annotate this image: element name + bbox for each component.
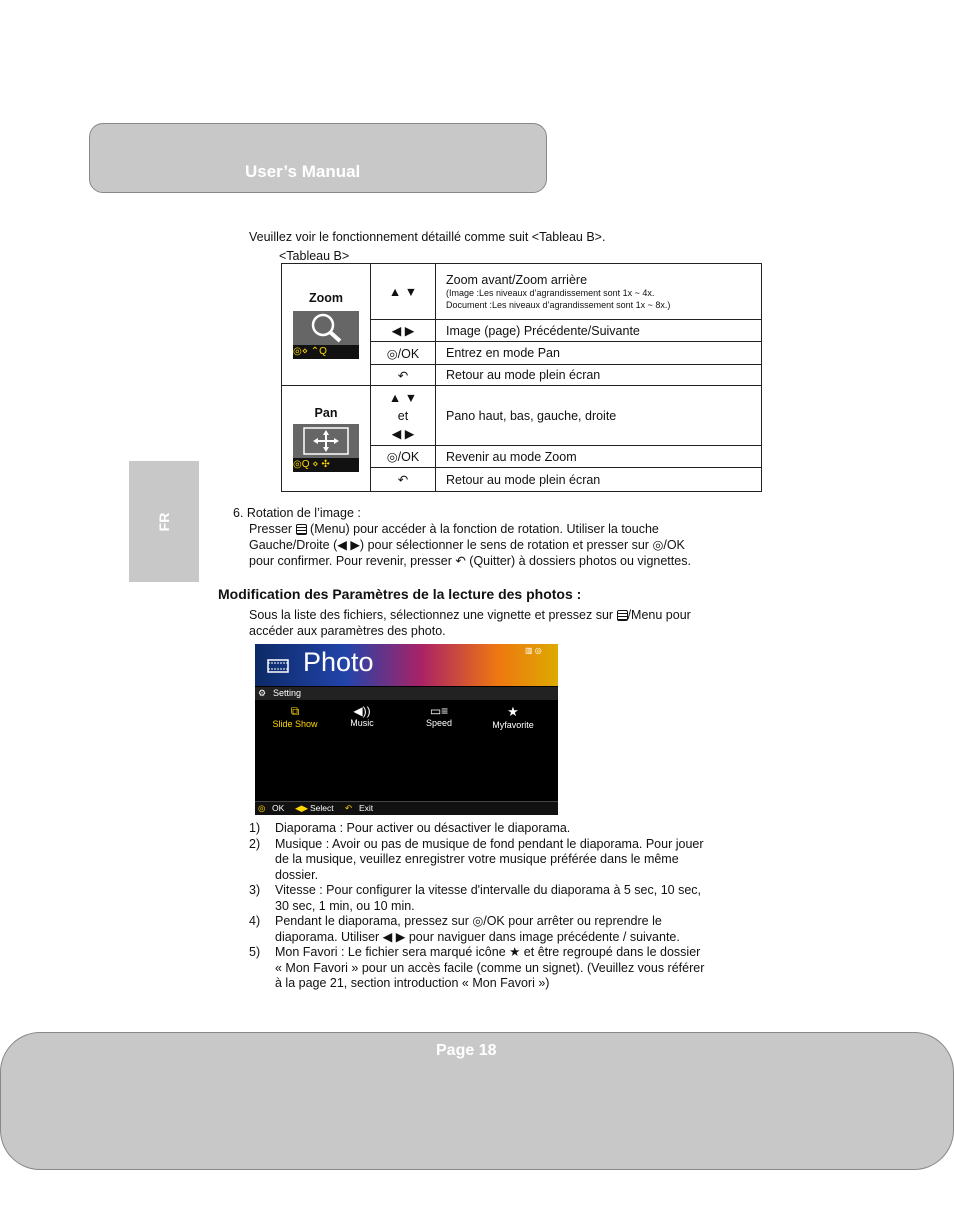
- header-tab: [89, 123, 547, 193]
- key-cell: ◀ ▶: [371, 320, 436, 342]
- key-cell: ◎/OK: [371, 342, 436, 365]
- key-cell: ↶: [371, 468, 436, 492]
- ok-label: OK: [272, 803, 285, 813]
- section-line-1: Sous la liste des fichiers, sélectionnez une vignette et pressez sur /Menu pour: [249, 608, 691, 622]
- list-item: [249, 821, 704, 837]
- speaker-icon: ◀)): [353, 704, 371, 718]
- table-b: [281, 263, 762, 492]
- desc-cell: Pano haut, bas, gauche, droite: [436, 386, 762, 446]
- pan-label: Pan: [314, 405, 338, 420]
- menu-music[interactable]: ◀)) Music: [327, 704, 397, 728]
- ok-icon: ◎: [258, 803, 266, 813]
- key-cell: ▲ ▼: [371, 264, 436, 320]
- list-item-line: 30 sec, 1 min, ou 10 min.: [275, 898, 415, 913]
- list-item-number: 5): [249, 945, 261, 959]
- section-heading: Modification des Paramètres de la lecture des photos :: [218, 586, 582, 602]
- feature-list: [249, 821, 704, 992]
- rotation-line-2: Gauche/Droite (◀ ▶) pour sélectionner le sens de rotation et presser sur ◎/OK: [249, 538, 685, 552]
- footer-bar: [0, 1032, 954, 1170]
- screen-title: Photo: [303, 647, 374, 677]
- rotation-line-3: pour confirmer. Pour revenir, presser ↶ (Quitter) à dossiers photos ou vignettes.: [249, 554, 691, 568]
- list-item-number: 3): [249, 883, 261, 897]
- list-item-line: Musique : Avoir ou pas de musique de fond pendant le diaporama. Pour jouer: [275, 836, 704, 851]
- list-item: [249, 883, 704, 914]
- battery-icon: ▥ ◎: [525, 646, 542, 655]
- menu-slide-show[interactable]: ⧉ Slide Show: [260, 704, 330, 729]
- menu-icon: [296, 524, 307, 535]
- setting-bar: [255, 687, 558, 700]
- setting-label: Setting: [273, 688, 302, 698]
- desc-cell: Revenir au mode Zoom: [436, 446, 762, 468]
- gear-icon: ⚙: [258, 688, 267, 698]
- list-item: [249, 945, 704, 992]
- list-item-line: diaporama. Utiliser ◀ ▶ pour naviguer dans image précédente / suivante.: [275, 929, 680, 944]
- star-icon: ★: [507, 704, 519, 719]
- film-icon: [267, 659, 289, 673]
- select-label: Select: [310, 803, 334, 813]
- list-item-line: dossier.: [275, 867, 319, 882]
- list-item: [249, 837, 704, 884]
- screen-footer: [255, 801, 558, 815]
- list-item-number: 4): [249, 914, 261, 928]
- intro-text: Veuillez voir le fonctionnement détaillé comme suit <Tableau B>.: [249, 230, 606, 244]
- list-item-line: Mon Favori : Le fichier sera marqué icône ★ et être regroupé dans le dossier: [275, 945, 701, 959]
- desc-cell: Entrez en mode Pan: [436, 342, 762, 365]
- key-cell: ▲ ▼ et ◀ ▶: [371, 386, 436, 446]
- pan-cell: [282, 386, 371, 492]
- zoom-icon: [293, 311, 359, 345]
- screen-header: [255, 644, 558, 686]
- zoom-hint-bar: ◎⋄ ⌃Q: [293, 345, 359, 359]
- exit-label: Exit: [359, 803, 374, 813]
- list-item: [249, 914, 704, 945]
- desc-cell: Retour au mode plein écran: [436, 365, 762, 386]
- list-item-line: « Mon Favori » pour un accès facile (comme un signet). (Veuillez vous référer: [275, 960, 705, 975]
- rotation-line-1: Presser (Menu) pour accéder à la fonction de rotation. Utiliser la touche: [249, 522, 659, 536]
- desc-cell: Zoom avant/Zoom arrière (Image :Les niveaux d’agrandissement sont 1x ~ 4x. Document :Les niveaux d’agrandissement sont 1x ~ 8x.): [436, 264, 762, 320]
- zoom-label: Zoom: [308, 290, 344, 305]
- photo-settings-screenshot: [255, 644, 558, 815]
- rotation-title: 6. Rotation de l’image :: [233, 506, 361, 520]
- table-caption: <Tableau B>: [279, 249, 350, 263]
- list-item-number: 2): [249, 836, 261, 851]
- manual-title: User’s Manual: [245, 162, 361, 181]
- menu-speed[interactable]: ▭≡ Speed: [404, 704, 474, 728]
- zoom-cell: [282, 264, 371, 386]
- pan-icon: [293, 424, 359, 458]
- section-line-2: accéder aux paramètres des photo.: [249, 624, 446, 638]
- menu-myfavorite[interactable]: ★ Myfavorite: [478, 704, 548, 730]
- menu-icon: [617, 610, 628, 621]
- key-cell: ↶: [371, 365, 436, 386]
- list-item-line: Vitesse : Pour configurer la vitesse d'intervalle du diaporama à 5 sec, 10 sec,: [275, 883, 701, 897]
- language-label: FR: [156, 512, 172, 531]
- page-number: Page 18: [436, 1042, 497, 1059]
- key-cell: ◎/OK: [371, 446, 436, 468]
- language-tab: [129, 461, 199, 582]
- list-item-line: de la musique, veuillez enregistrer votre musique préférée dans le même: [275, 852, 679, 866]
- select-arrows-icon: ◀▶: [295, 803, 309, 813]
- pan-hint-bar: ◎Q ⋄ ✣: [293, 458, 359, 472]
- speed-icon: ▭≡: [429, 704, 449, 718]
- desc-cell: Retour au mode plein écran: [436, 468, 762, 492]
- list-item-line: Diaporama : Pour activer ou désactiver le diaporama.: [275, 821, 571, 835]
- list-item-line: Pendant le diaporama, pressez sur ◎/OK pour arrêter ou reprendre le: [275, 914, 662, 928]
- slideshow-icon: ⧉: [290, 704, 300, 718]
- list-item-line: à la page 21, section introduction « Mon Favori »): [275, 976, 550, 990]
- list-item-number: 1): [249, 821, 261, 835]
- desc-cell: Image (page) Précédente/Suivante: [436, 320, 762, 342]
- exit-icon: ↶: [345, 803, 353, 813]
